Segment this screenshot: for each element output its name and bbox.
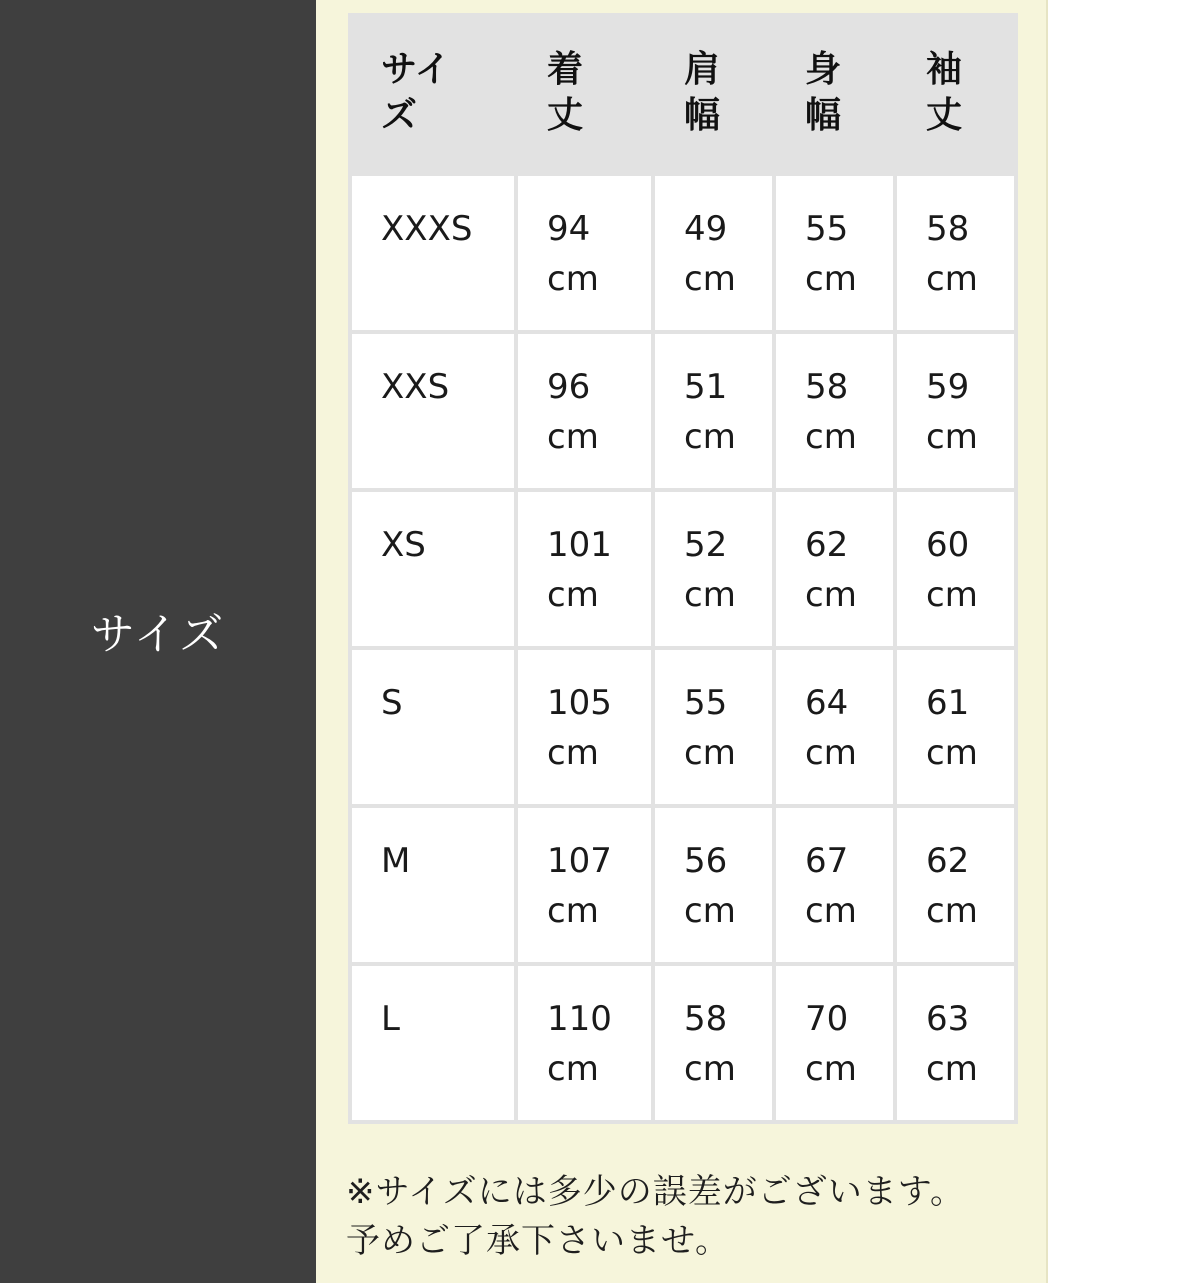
measure-value: 110 — [547, 999, 612, 1039]
measure-value: 58 — [684, 999, 728, 1039]
measure-value: 58 — [926, 209, 970, 249]
measure-unit: cm — [805, 1049, 857, 1089]
measure-cell-sleeve — [897, 808, 1014, 962]
measure-value: 63 — [926, 999, 970, 1039]
measure-unit: cm — [547, 259, 599, 299]
measure-cell-shoulder — [655, 808, 772, 962]
size-label: サイズ — [90, 609, 226, 660]
table-row — [352, 492, 1014, 646]
measure-cell-shoulder — [655, 176, 772, 330]
measure-unit: cm — [926, 1049, 978, 1089]
table-row — [352, 808, 1014, 962]
size-table — [348, 13, 1018, 1124]
measure-value: 96 — [547, 367, 591, 407]
measure-value: 101 — [547, 525, 612, 565]
table-row — [352, 176, 1014, 330]
measure-unit: cm — [684, 259, 736, 299]
measure-value: 52 — [684, 525, 728, 565]
measure-cell-width — [776, 966, 893, 1120]
header-length: 着丈 — [518, 17, 651, 172]
measure-cell-sleeve — [897, 334, 1014, 488]
label-column — [0, 0, 316, 1283]
measure-unit: cm — [926, 417, 978, 457]
measure-cell-length — [518, 966, 651, 1120]
table-row — [352, 334, 1014, 488]
size-cell: M — [352, 808, 514, 962]
measure-value: 51 — [684, 367, 728, 407]
measure-unit: cm — [547, 575, 599, 615]
measure-cell-width — [776, 176, 893, 330]
measure-value: 59 — [926, 367, 970, 407]
measure-unit: cm — [547, 733, 599, 773]
measure-value: 67 — [805, 841, 849, 881]
measure-value: 107 — [547, 841, 612, 881]
size-cell: XXS — [352, 334, 514, 488]
measure-value: 61 — [926, 683, 970, 723]
measure-unit: cm — [547, 891, 599, 931]
measure-cell-width — [776, 808, 893, 962]
measure-cell-length — [518, 334, 651, 488]
measure-value: 55 — [805, 209, 849, 249]
measure-cell-shoulder — [655, 650, 772, 804]
measure-unit: cm — [805, 575, 857, 615]
measure-value: 105 — [547, 683, 612, 723]
measure-cell-sleeve — [897, 966, 1014, 1120]
measure-value: 70 — [805, 999, 849, 1039]
measure-cell-sleeve — [897, 492, 1014, 646]
measure-cell-width — [776, 650, 893, 804]
measure-value: 58 — [805, 367, 849, 407]
header-body-width: 身幅 — [776, 17, 893, 172]
measure-unit: cm — [684, 733, 736, 773]
measure-cell-sleeve — [897, 176, 1014, 330]
measure-unit: cm — [547, 417, 599, 457]
measure-cell-width — [776, 334, 893, 488]
measure-cell-shoulder — [655, 492, 772, 646]
measure-cell-length — [518, 492, 651, 646]
measure-value: 94 — [547, 209, 591, 249]
measure-unit: cm — [684, 891, 736, 931]
header-size: サイズ — [352, 17, 514, 172]
measure-value: 62 — [805, 525, 849, 565]
measure-cell-length — [518, 650, 651, 804]
header-shoulder: 肩幅 — [655, 17, 772, 172]
measure-unit: cm — [684, 417, 736, 457]
measure-cell-width — [776, 492, 893, 646]
measure-unit: cm — [684, 575, 736, 615]
measure-unit: cm — [547, 1049, 599, 1089]
right-margin — [1046, 0, 1179, 1283]
measure-unit: cm — [805, 733, 857, 773]
measure-cell-shoulder — [655, 334, 772, 488]
measure-unit: cm — [926, 891, 978, 931]
measure-unit: cm — [684, 1049, 736, 1089]
measure-unit: cm — [926, 733, 978, 773]
size-cell: XXXS — [352, 176, 514, 330]
size-note: ※サイズには多少の誤差がございます。予めご了承下さいませ。 — [346, 1172, 966, 1261]
measure-value: 55 — [684, 683, 728, 723]
table-row — [352, 650, 1014, 804]
measure-unit: cm — [926, 575, 978, 615]
measure-unit: cm — [926, 259, 978, 299]
size-cell: L — [352, 966, 514, 1120]
size-cell: XS — [352, 492, 514, 646]
measure-cell-length — [518, 808, 651, 962]
measure-unit: cm — [805, 259, 857, 299]
measure-value: 62 — [926, 841, 970, 881]
table-header-row — [352, 17, 1014, 172]
size-cell: S — [352, 650, 514, 804]
measure-value: 49 — [684, 209, 728, 249]
measure-cell-shoulder — [655, 966, 772, 1120]
measure-unit: cm — [805, 417, 857, 457]
measure-unit: cm — [805, 891, 857, 931]
measure-value: 56 — [684, 841, 728, 881]
measure-value: 60 — [926, 525, 970, 565]
measure-value: 64 — [805, 683, 849, 723]
table-body — [352, 176, 1014, 1120]
header-sleeve: 袖丈 — [897, 17, 1014, 172]
table-row — [352, 966, 1014, 1120]
measure-cell-sleeve — [897, 650, 1014, 804]
measure-cell-length — [518, 176, 651, 330]
